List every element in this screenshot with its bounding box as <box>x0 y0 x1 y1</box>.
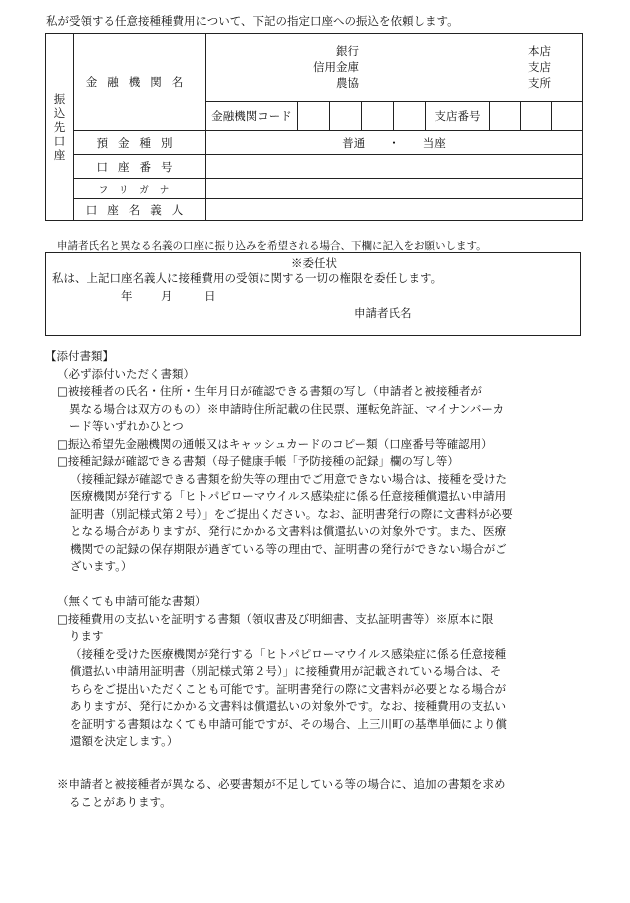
institution-code-digit-4[interactable] <box>394 102 426 131</box>
deposit-type-label: 預金種別 <box>74 131 206 155</box>
transfer-account-label: 振 込 先 口 座 <box>46 34 74 221</box>
required-note: となる場合がありますが、発行にかかる文書料は償還払いの対象外です。また、医療 <box>70 524 507 538</box>
optional-item-1-cont: ります <box>69 629 104 643</box>
delegation-year: 年 <box>121 289 133 303</box>
attachments-section <box>45 348 585 751</box>
delegation-box <box>45 252 581 336</box>
deposit-type-options[interactable]: 普通 ・ 当座 <box>206 131 583 155</box>
institution-name-label: 金融機関名 <box>74 34 206 131</box>
spacer <box>45 576 585 594</box>
required-heading: （必ず添付いただく書類） <box>57 366 195 381</box>
intro-text: 私が受領する任意接種種費用について、下記の指定口座への振込を依頼します。 <box>46 14 459 28</box>
bank-account-table <box>45 33 583 221</box>
delegation-note: 申請者氏名と異なる名義の口座に振り込みを希望される場合、下欄に記入をお願いします。 <box>57 240 487 252</box>
required-note: 医療機関が発行する「ヒトパピローマウイルス感染症に係る任意接種償還払い申請用 <box>70 489 507 503</box>
optional-note: ちらをご提出いただくことも可能です。証明書発行の際に文書料が必要となる場合が <box>70 681 507 696</box>
optional-note: 償還払い申請用証明書（別記様式第２号）」に接種費用が記載されている場合は、そ <box>70 664 502 678</box>
branch-code-digit-3[interactable] <box>552 102 583 131</box>
branch-code-digit-1[interactable] <box>490 102 521 131</box>
delegation-title: ※委任状 <box>291 256 337 270</box>
required-note: 証明書（別記様式第２号）」をご提出ください。なお、証明書発行の際に文書料が必要 <box>70 506 513 521</box>
footer-note-line: ることがあります。 <box>69 794 172 809</box>
furigana-field[interactable] <box>206 179 583 199</box>
footer-note <box>45 776 585 811</box>
delegation-text: 私は、上記口座名義人に接種費用の受領に関する一切の権限を委任します。 <box>52 271 443 285</box>
institution-name-field[interactable] <box>206 34 583 102</box>
required-note: 機関での記録の保存期限が過ぎている等の理由で、証明書の発行ができない場合がご <box>70 541 507 556</box>
attachments-heading: 【添付書類】 <box>45 349 114 363</box>
account-number-field[interactable] <box>206 155 583 179</box>
branch-type-office: 支所 <box>528 75 551 90</box>
bank-type-nokyo: 農協 <box>336 75 359 90</box>
branch-type-branch: 支店 <box>528 59 551 74</box>
institution-code-digit-2[interactable] <box>330 102 362 131</box>
bank-type-shinkin: 信用金庫 <box>313 59 359 74</box>
institution-code-digit-3[interactable] <box>362 102 394 131</box>
required-note: ざいます。） <box>70 559 133 573</box>
furigana-label: フリガナ <box>74 179 206 199</box>
account-holder-label: 口座名義人 <box>74 199 206 221</box>
bank-type-bank: 銀行 <box>336 43 359 58</box>
optional-note: ありますが、発行にかかる文書料は償還払いの対象外です。なお、接種費用の支払い <box>70 699 507 713</box>
optional-note: 還額を決定します。） <box>70 734 179 748</box>
optional-item-1: □接種費用の支払いを証明する書類（領収書及び明細書、支払証明書等）※原本に限 <box>57 611 494 626</box>
account-number-label: 口座番号 <box>74 155 206 179</box>
institution-code-label: 金融機関コード <box>206 102 298 131</box>
footer-note-line: ※申請者と被接種者が異なる、必要書類が不足している等の場合に、追加の書類を求め <box>57 777 506 791</box>
required-item-1-cont: 異なる場合は双方のもの）※申請時住所記載の住民票、運転免許証、マイナンバーカ <box>69 401 505 416</box>
required-item-3: □接種記録が確認できる書類（母子健康手帳「予防接種の記録」欄の写し等） <box>57 454 459 468</box>
required-item-2: □振込希望先金融機関の通帳又はキャッシュカードのコピー類（口座番号等確認用） <box>57 436 493 451</box>
optional-note: を証明する書類はなくても申請可能ですが、その場合、上三川町の基準単価により償 <box>70 716 507 731</box>
branch-code-label: 支店番号 <box>426 102 490 131</box>
branch-type-head: 本店 <box>528 43 551 58</box>
required-note: （接種記録が確認できる書類を紛失等の理由でご用意できない場合は、接種を受けた <box>70 471 507 486</box>
required-item-1-cont: ード等いずれかひとつ <box>69 419 184 433</box>
applicant-name-label: 申請者氏名 <box>354 306 412 320</box>
optional-note: （接種を受けた医療機関が発行する「ヒトパピローマウイルス感染症に係る任意接種 <box>70 646 507 661</box>
delegation-month: 月 <box>161 289 173 303</box>
institution-code-digit-1[interactable] <box>298 102 330 131</box>
delegation-day: 日 <box>204 289 216 303</box>
required-item-1: □被接種者の氏名・住所・生年月日が確認できる書類の写し（申請者と被接種者が <box>57 384 482 398</box>
optional-heading: （無くても申請可能な書類） <box>57 594 207 608</box>
branch-code-digit-2[interactable] <box>521 102 552 131</box>
account-holder-field[interactable] <box>206 199 583 221</box>
